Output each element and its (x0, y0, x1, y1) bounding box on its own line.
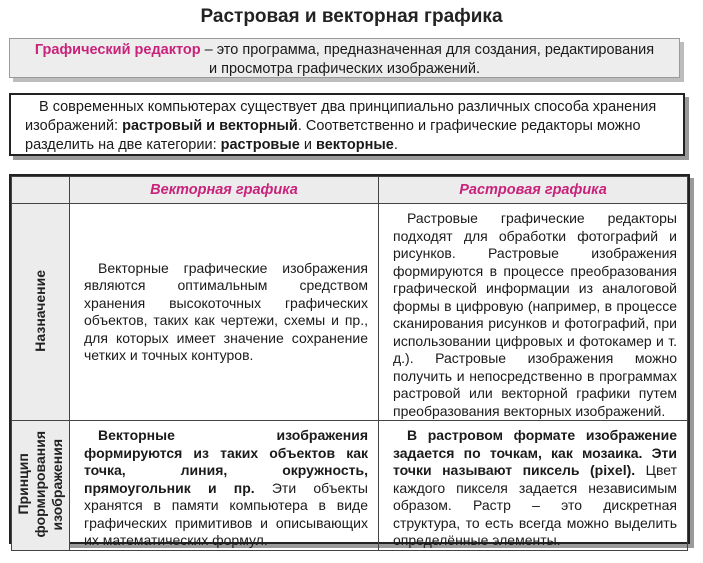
intro-text-3: и (299, 137, 316, 153)
row-label-purpose (12, 204, 70, 421)
intro-bold-2: растровые (220, 137, 300, 153)
definition-text-line1: – это программа, предназначенная для создания, редактирования (200, 42, 655, 58)
row-label-principle-text (15, 431, 66, 538)
page-title: Растровая и векторная графика (200, 6, 503, 27)
cell-raster-principle-bold: В растровом формате изображение задается по точкам, как мозаика. Эти точки называют пиксель (pixel). (393, 427, 677, 478)
row-label-principle-line2: формирования (32, 430, 48, 537)
definition-term: Графический редактор (34, 42, 201, 58)
intro-text-4: . (393, 137, 398, 153)
cell-vector-purpose: Векторные графические изображения являются оптимальным средством хранения высокоточных графических объектов, таких как чертежи, схемы и пр., для которых имеет значение сохранение четких и точных контуров. (70, 204, 379, 421)
row-label-principle (12, 421, 70, 551)
cell-vector-principle-bold: Векторные изображения формируются из таких объектов как точка, линия, окружность, прямоугольник и пр. (84, 427, 368, 496)
column-header-raster: Растровая графика (379, 177, 688, 204)
cell-raster-principle (379, 421, 688, 551)
intro-bold-1: растровый и векторный (122, 118, 298, 134)
intro-text-1: В современных компьютерах существует два принципиально различных способа хранения изображений: (25, 99, 657, 134)
comparison-table (9, 174, 690, 548)
row-label-purpose-text: Назначение (32, 269, 48, 352)
row-label-principle-line1: Принцип (15, 453, 31, 515)
cell-raster-principle-rest: Цвет каждого пикселя задается независимым образом. Растр – это дискретная структура, то есть всегда можно выделить определённые элементы. (393, 462, 677, 548)
cell-vector-principle (70, 421, 379, 551)
column-header-vector: Векторная графика (70, 177, 379, 204)
intro-bold-3: векторные (315, 137, 394, 153)
definition-text-line2: и просмотра графических изображений. (209, 61, 480, 77)
intro-text-2: . Соответственно и графические редакторы можно разделить на две категории: (25, 118, 641, 153)
table-corner (12, 177, 70, 204)
cell-raster-purpose: Растровые графические редакторы подходят для обработки фотографий и рисунков. Растровые изображения формируются в процессе преобразования графической информации из аналоговой формы в цифровую (например, в процессе сканирования рисунков и фотографий, при использовании цифровых и фотокамер и т. д.). Растровые изображения можно получить и непосредственно в программах растровой или векторной графики путем преобразования векторных изображений. (379, 204, 688, 421)
row-label-principle-line3: изображения (49, 438, 65, 530)
intro-box (9, 93, 685, 156)
cell-vector-principle-rest: Эти объекты хранятся в памяти компьютера в виде графических примитивов и описывающих их математических формул. (84, 479, 368, 548)
definition-box (9, 38, 680, 78)
